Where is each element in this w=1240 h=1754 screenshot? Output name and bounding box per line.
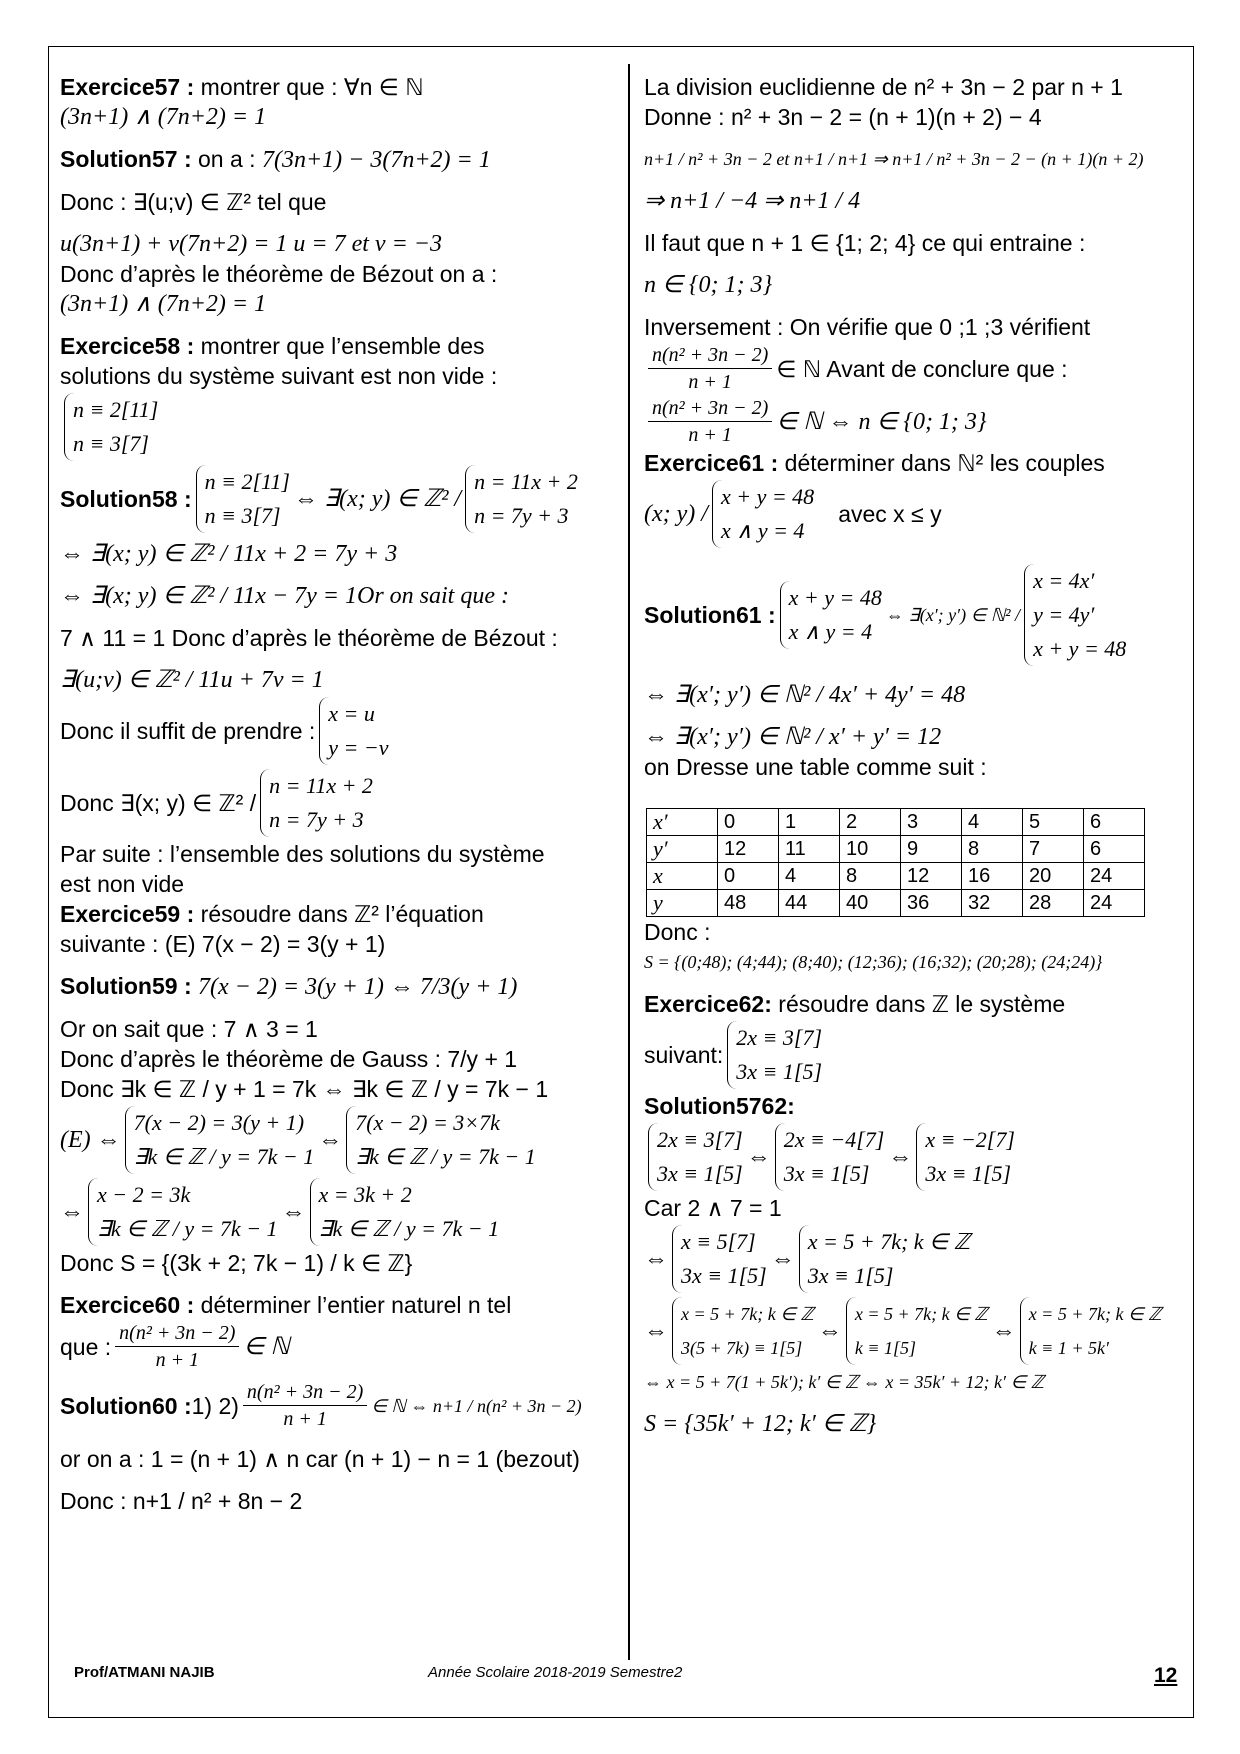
sol59-result: Donc S = {(3k + 2; 7k − 1) / k ∈ ℤ} xyxy=(60,1250,413,1276)
column-divider xyxy=(628,64,630,1660)
sol60-line2: or on a : 1 = (n + 1) ∧ n car (n + 1) − n = 1 (bezout) xyxy=(60,1446,580,1472)
sol58-line2: ⇔ ∃(x; y) ∈ ℤ² / 11x + 2 = 7y + 3 xyxy=(60,541,398,567)
sol58-line4: 7 ∧ 11 = 1 Donc d’après le théorème de Bézout : xyxy=(60,625,558,651)
table-row: y′ 12 11 10 9 8 7 6 xyxy=(647,836,1145,863)
sol57-title: Solution57 : xyxy=(60,146,192,172)
sol61-title: Solution61 : xyxy=(644,602,776,628)
sol61-line3: ⇔ ∃(x′; y′) ∈ ℕ² / x′ + y′ = 12 xyxy=(644,724,942,750)
footer-year: Année Scolaire 2018-2019 Semestre2 xyxy=(428,1664,683,1681)
right-line6: n ∈ {0; 1; 3} xyxy=(644,272,773,298)
footer-author: Prof/ATMANI NAJIB xyxy=(74,1664,215,1681)
ex62-system-line: suivant: 2x ≡ 3[7] 3x ≡ 1[5] xyxy=(644,1019,1184,1091)
ex57-equation: (3n+1) ∧ (7n+2) = 1 xyxy=(60,104,267,130)
sol60-line1: Solution60 : 1) 2) $\frac{\text{n(n² + 3n − 2)}}{n + 1}$ ∈ ℕ ⇔ n+1 / n(n² + 3n − 2) xyxy=(60,1381,582,1430)
sol62-line2: ⇔ x ≡ 5[7] 3x ≡ 1[5] ⇔ x = 5 + 7k; k ∈ ℤ 3x ≡ 1[5] xyxy=(644,1223,1184,1295)
ex62-text: résoudre dans ℤ le système xyxy=(778,991,1066,1017)
sol59-line3: Donc d’après le théorème de Gauss : 7/y + 1 xyxy=(60,1046,518,1072)
ex59-text: résoudre dans ℤ² l’équation xyxy=(200,901,484,927)
right-line4: ⇒ n+1 / −4 ⇒ n+1 / 4 xyxy=(644,188,861,214)
sol61-line4: on Dresse une table comme suit : xyxy=(644,754,987,780)
table-row: x 0 4 8 12 16 20 24 xyxy=(647,863,1145,890)
sol59-line2: Or on sait que : 7 ∧ 3 = 1 xyxy=(60,1016,318,1042)
sol58-line6: Donc il suffit de prendre : x = u y = −v xyxy=(60,695,620,767)
sol60-line3: Donc : n+1 / n² + 8n − 2 xyxy=(60,1488,303,1514)
right-fraction2: $\frac{\text{n(n² + 3n − 2)}}{n + 1}$ ∈ ℕ ⇔ n ∈ {0; 1; 3} xyxy=(644,395,1184,448)
ex60-title: Exercice60 : xyxy=(60,1292,195,1318)
ex61-text: déterminer dans ℕ² les couples xyxy=(784,450,1105,476)
sol58-line5: ∃(u;v) ∈ ℤ² / 11u + 7v = 1 xyxy=(60,667,324,693)
sol59-equation: 7(x − 2) = 3(y + 1) ⇔ 7/3(y + 1) xyxy=(198,974,518,1000)
sol58-line8: Par suite : l’ensemble des solutions du système xyxy=(60,841,545,867)
right-line5: Il faut que n + 1 ∈ {1; 2; 4} ce qui entraine : xyxy=(644,230,1086,256)
sol62-line4: ⇔ x = 5 + 7(1 + 5k′); k′ ∈ ℤ ⇔ x = 35k′ + 12; k′ ∈ ℤ xyxy=(644,1372,1045,1392)
sol58-line1: Solution58 : n ≡ 2[11] n ≡ 3[7] ⇔ ∃(x; y) ∈ ℤ² / n = 11x + 2 n = 7y + 3 xyxy=(60,463,620,535)
ex58-system: n ≡ 2[11] n ≡ 3[7] xyxy=(64,393,158,461)
sol61-line2: ⇔ ∃(x′; y′) ∈ ℕ² / 4x′ + 4y′ = 48 xyxy=(644,682,966,708)
sol57-line5: (3n+1) ∧ (7n+2) = 1 xyxy=(60,291,267,317)
ex61-system-line: (x; y) / x + y = 48 x ∧ y = 4 avec x ≤ y xyxy=(644,478,1184,550)
right-line1: La division euclidienne de n² + 3n − 2 par n + 1 xyxy=(644,74,1123,100)
sol60-title: Solution60 : xyxy=(60,1392,192,1419)
sol58-line9: est non vide xyxy=(60,871,185,897)
sol61-donc: Donc : xyxy=(644,919,711,945)
ex58-text2: solutions du système suivant est non vide : xyxy=(60,363,498,389)
ex58-text: montrer que l’ensemble des xyxy=(200,333,485,359)
table-row: x′ 0 1 2 3 4 5 6 xyxy=(647,809,1145,836)
ex57-title: Exercice57 : xyxy=(60,74,195,100)
ex59-title: Exercice59 : xyxy=(60,901,195,927)
sol59-title: Solution59 : xyxy=(60,973,192,999)
sol59-line4: Donc ∃k ∈ ℤ / y + 1 = 7k ⇔ ∃k ∈ ℤ / y = 7k − 1 xyxy=(60,1076,549,1102)
ex62-title: Exercice62: xyxy=(644,991,772,1017)
ex58-title: Exercice58 : xyxy=(60,333,195,359)
sol62-line1: 2x ≡ 3[7] 3x ≡ 1[5] ⇔ 2x ≡ −4[7] 3x ≡ 1[5] ⇔ x ≡ −2[7] 3x ≡ 1[5] xyxy=(644,1121,1184,1193)
sol61-line1: Solution61 : x + y = 48 x ∧ y = 4 ⇔ ∃(x′; y′) ∈ ℕ² / x = 4x′ y = 4y′ x + y = 48 xyxy=(644,562,1184,668)
sol57-text: on a : xyxy=(198,146,256,172)
sol57-line3: u(3n+1) + v(7n+2) = 1 u = 7 et v = −3 xyxy=(60,231,442,257)
sol57-line4: Donc d’après le théorème de Bézout on a : xyxy=(60,261,498,287)
sol57-line2: Donc : ∃(u;v) ∈ ℤ² tel que xyxy=(60,189,327,215)
sol58-line3: ⇔ ∃(x; y) ∈ ℤ² / 11x − 7y = 1Or on sait que : xyxy=(60,583,509,609)
sol62-solution-set: S = {35k′ + 12; k′ ∈ ℤ} xyxy=(644,1411,877,1437)
page-number: 12 xyxy=(1154,1664,1178,1687)
sol61-solution-set: S = {(0;48); (4;44); (8;40); (12;36); (16;32); (20;28); (24;24)} xyxy=(644,952,1103,972)
left-column xyxy=(60,72,620,1516)
table-row: y 48 44 40 36 32 28 24 xyxy=(647,890,1145,917)
ex57-heading xyxy=(60,72,620,102)
sol58-title: Solution58 : xyxy=(60,486,192,512)
sol57-equation: 7(3n+1) − 3(7n+2) = 1 xyxy=(261,147,491,173)
sol59-system-line1: (E) ⇔ 7(x − 2) = 3(y + 1) ∃k ∈ ℤ / y = 7k − 1 ⇔ 7(x − 2) = 3×7k ∃k ∈ ℤ / y = 7k − 1 xyxy=(60,1104,620,1176)
ex61-title: Exercice61 : xyxy=(644,450,779,476)
sol62-line3: ⇔ x = 5 + 7k; k ∈ ℤ 3(5 + 7k) ≡ 1[5] ⇔ x = 5 + 7k; k ∈ ℤ k ≡ 1[5] ⇔ x = 5 + 7k; k ∈ ℤ k ≡ 1 + 5k′ xyxy=(644,1295,1184,1367)
sol59-system-line2: ⇔ x − 2 = 3k ∃k ∈ ℤ / y = 7k − 1 ⇔ x = 3k + 2 ∃k ∈ ℤ / y = 7k − 1 xyxy=(60,1176,620,1248)
right-line7: Inversement : On vérifie que 0 ;1 ;3 vérifient xyxy=(644,314,1091,340)
ex59-text2: suivante : (E) 7(x − 2) = 3(y + 1) xyxy=(60,931,386,957)
sol62-car: Car 2 ∧ 7 = 1 xyxy=(644,1195,782,1221)
right-fraction1: $\frac{\text{n(n² + 3n − 2)}}{n + 1}$ ∈ ℕ Avant de conclure que : xyxy=(644,342,1184,395)
sol62-title: Solution5762: xyxy=(644,1093,795,1119)
right-column xyxy=(644,72,1184,1439)
sol58-line7: Donc ∃(x; y) ∈ ℤ² / n = 11x + 2 n = 7y + 3 xyxy=(60,767,620,839)
right-line2: Donne : n² + 3n − 2 = (n + 1)(n + 2) − 4 xyxy=(644,104,1042,130)
ex57-text: montrer que : ∀n ∈ ℕ xyxy=(200,74,424,100)
ex60-text: déterminer l’entier naturel n tel xyxy=(200,1292,512,1318)
ex60-line2: que : $\frac{\text{n(n² + 3n − 2)}}{n + 1}$ ∈ ℕ xyxy=(60,1322,290,1371)
values-table xyxy=(646,808,1145,917)
right-line3: n+1 / n² + 3n − 2 et n+1 / n+1 ⇒ n+1 / n² + 3n − 2 − (n + 1)(n + 2) xyxy=(644,149,1144,169)
